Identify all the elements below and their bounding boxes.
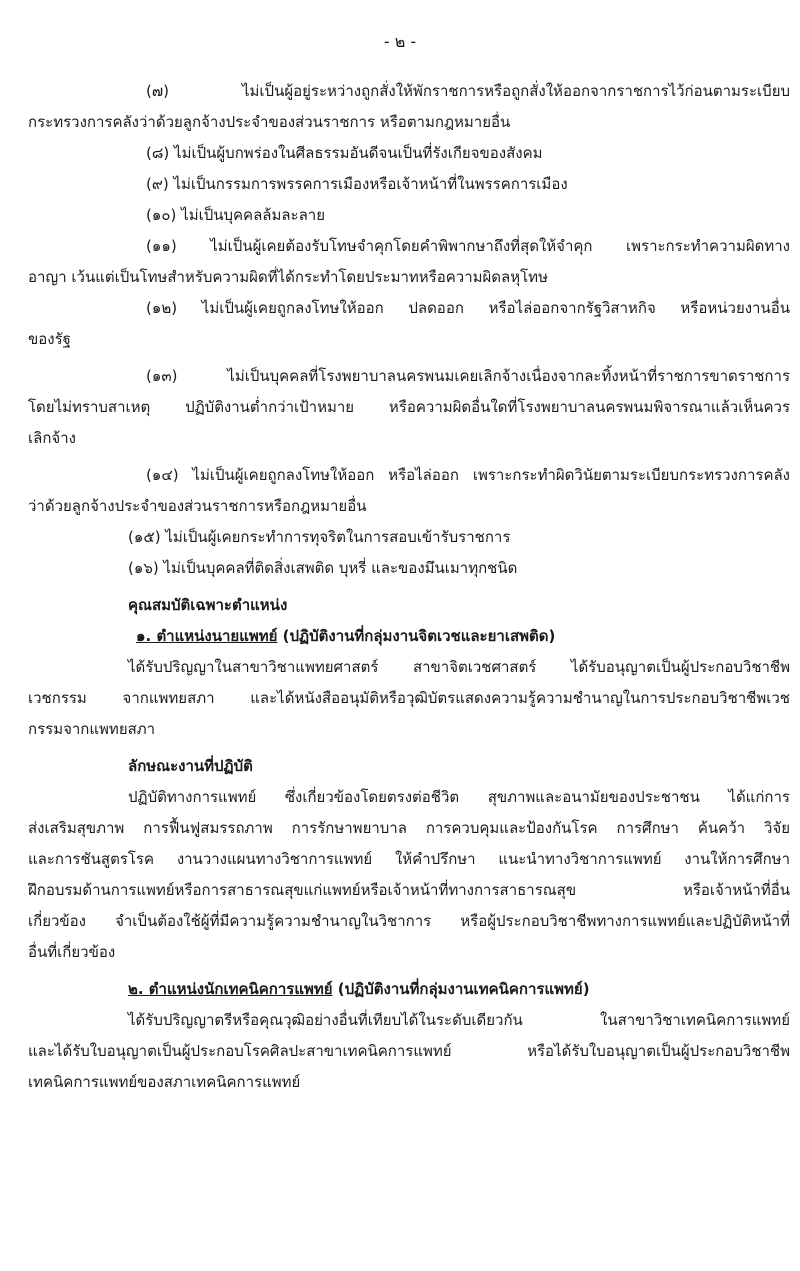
position1-title: ๑. ตำแหน่งนายแพทย์	[136, 627, 278, 645]
position1-heading	[28, 621, 790, 652]
position1-qual-line3: กรรมจากแพทยสภา	[28, 720, 156, 738]
position1-duty-heading: ลักษณะงานที่ปฏิบัติ	[128, 757, 253, 775]
position1-duty-line6: อื่นที่เกี่ยวข้อง	[28, 943, 116, 961]
list-item-14-line2: ว่าด้วยลูกจ้างประจำของส่วนราชการหรือกฎหมายอื่น	[28, 497, 367, 515]
document-body	[28, 76, 790, 1098]
qualifications-heading: คุณสมบัติเฉพาะตำแหน่ง	[128, 596, 288, 614]
list-item-12-line1: (๑๒) ไม่เป็นผู้เคยถูกลงโทษให้ออก ปลดออก หรือไล่ออกจากรัฐวิสาหกิจ หรือหน่วยงานอื่น	[146, 299, 790, 317]
position2-unit: (ปฏิบัติงานที่กลุ่มงานเทคนิคการแพทย์)	[332, 980, 590, 998]
list-item-8: (๘) ไม่เป็นผู้บกพร่องในศีลธรรมอันดีจนเป็นที่รังเกียจของสังคม	[146, 144, 543, 162]
list-item-10: (๑๐) ไม่เป็นบุคคลล้มละลาย	[146, 206, 325, 224]
list-item-7-line1: (๗) ไม่เป็นผู้อยู่ระหว่างถูกสั่งให้พักราชการหรือถูกสั่งให้ออกจากราชการไว้ก่อนตามระเบียบ	[146, 82, 790, 100]
position2-heading	[28, 974, 790, 1005]
list-item-13-line2: โดยไม่ทราบสาเหตุ ปฏิบัติงานต่ำกว่าเป้าหมาย หรือความผิดอื่นใดที่โรงพยาบาลนครพนมพิจารณาแล้วเห็นควร	[28, 398, 790, 416]
list-item-9: (๙) ไม่เป็นกรรมการพรรคการเมืองหรือเจ้าหน้าที่ในพรรคการเมือง	[146, 175, 568, 193]
position1-qual-line1: ได้รับปริญญาในสาขาวิชาแพทยศาสตร์ สาขาจิตเวชศาสตร์ ได้รับอนุญาตเป็นผู้ประกอบวิชาชีพ	[128, 658, 790, 676]
list-item-16: (๑๖) ไม่เป็นบุคคลที่ติดสิ่งเสพติด บุหรี่ และของมึนเมาทุกชนิด	[128, 559, 518, 577]
position1-duty-line3: และการชันสูตรโรค งานวางแผนทางวิชาการแพทย์ ให้คำปรึกษา แนะนำทางวิชาการแพทย์ งานให้การศึกษา	[28, 850, 790, 868]
list-item-11-line2: อาญา เว้นแต่เป็นโทษสำหรับความผิดที่ได้กระทำโดยประมาทหรือความผิดลหุโทษ	[28, 268, 548, 286]
position1-duty-line4: ฝึกอบรมด้านการแพทย์หรือการสาธารณสุขแก่แพทย์หรือเจ้าหน้าที่ทางการสาธารณสุข หรือเจ้าหน้าที่อื่น	[28, 881, 790, 899]
position2-qual-line1: ได้รับปริญญาตรีหรือคุณวุฒิอย่างอื่นที่เทียบได้ในระดับเดียวกัน ในสาขาวิชาเทคนิคการแพทย์	[128, 1011, 790, 1029]
list-item-15: (๑๕) ไม่เป็นผู้เคยกระทำการทุจริตในการสอบเข้ารับราชการ	[128, 528, 511, 546]
list-item-11-line1: (๑๑) ไม่เป็นผู้เคยต้องรับโทษจำคุกโดยคำพิพากษาถึงที่สุดให้จำคุก เพราะกระทำความผิดทาง	[146, 237, 790, 255]
list-item-13-line1: (๑๓) ไม่เป็นบุคคลที่โรงพยาบาลนครพนมเคยเลิกจ้างเนื่องจากละทิ้งหน้าที่ราชการขาดราชการ	[146, 367, 790, 385]
position1-unit: (ปฏิบัติงานที่กลุ่มงานจิตเวชและยาเสพติด)	[277, 627, 556, 645]
position2-qual-line2: และได้รับใบอนุญาตเป็นผู้ประกอบโรคศิลปะสาขาเทคนิคการแพทย์ หรือได้รับใบอนุญาตเป็นผู้ประกอบวิชาชีพ	[28, 1042, 790, 1060]
list-item-14-line1: (๑๔) ไม่เป็นผู้เคยถูกลงโทษให้ออก หรือไล่ออก เพราะกระทำผิดวินัยตามระเบียบกระทรวงการคลัง	[146, 466, 790, 484]
position1-qual-line2: เวชกรรม จากแพทยสภา และได้หนังสืออนุมัติหรือวุฒิบัตรแสดงความรู้ความชำนาญในการประกอบวิชาชีพเวช	[28, 689, 790, 707]
list-item-12-line2: ของรัฐ	[28, 330, 71, 348]
position1-duty-line1: ปฏิบัติทางการแพทย์ ซึ่งเกี่ยวข้องโดยตรงต่อชีวิต สุขภาพและอนามัยของประชาชน ได้แก่การ	[128, 788, 790, 806]
page-number: - ๒ -	[383, 32, 417, 51]
position2-qual-line3: เทคนิคการแพทย์ของสภาเทคนิคการแพทย์	[28, 1073, 301, 1091]
list-item-13-line3: เลิกจ้าง	[28, 429, 76, 447]
position2-title: ๒. ตำแหน่งนักเทคนิคการแพทย์	[128, 980, 333, 998]
position1-duty-line2: ส่งเสริมสุขภาพ การฟื้นฟูสมรรถภาพ การรักษาพยาบาล การควบคุมและป้องกันโรค การศึกษา ค้นคว้า วิจัย	[28, 819, 790, 837]
list-item-7-line2: กระทรวงการคลังว่าด้วยลูกจ้างประจำของส่วนราชการ หรือตามกฎหมายอื่น	[28, 113, 511, 131]
position1-duty-line5: เกี่ยวข้อง จำเป็นต้องใช้ผู้ที่มีความรู้ความชำนาญในวิชาการ หรือผู้ประกอบวิชาชีพทางการแพทย์และปฏิบัติหน้าที่	[28, 912, 790, 930]
